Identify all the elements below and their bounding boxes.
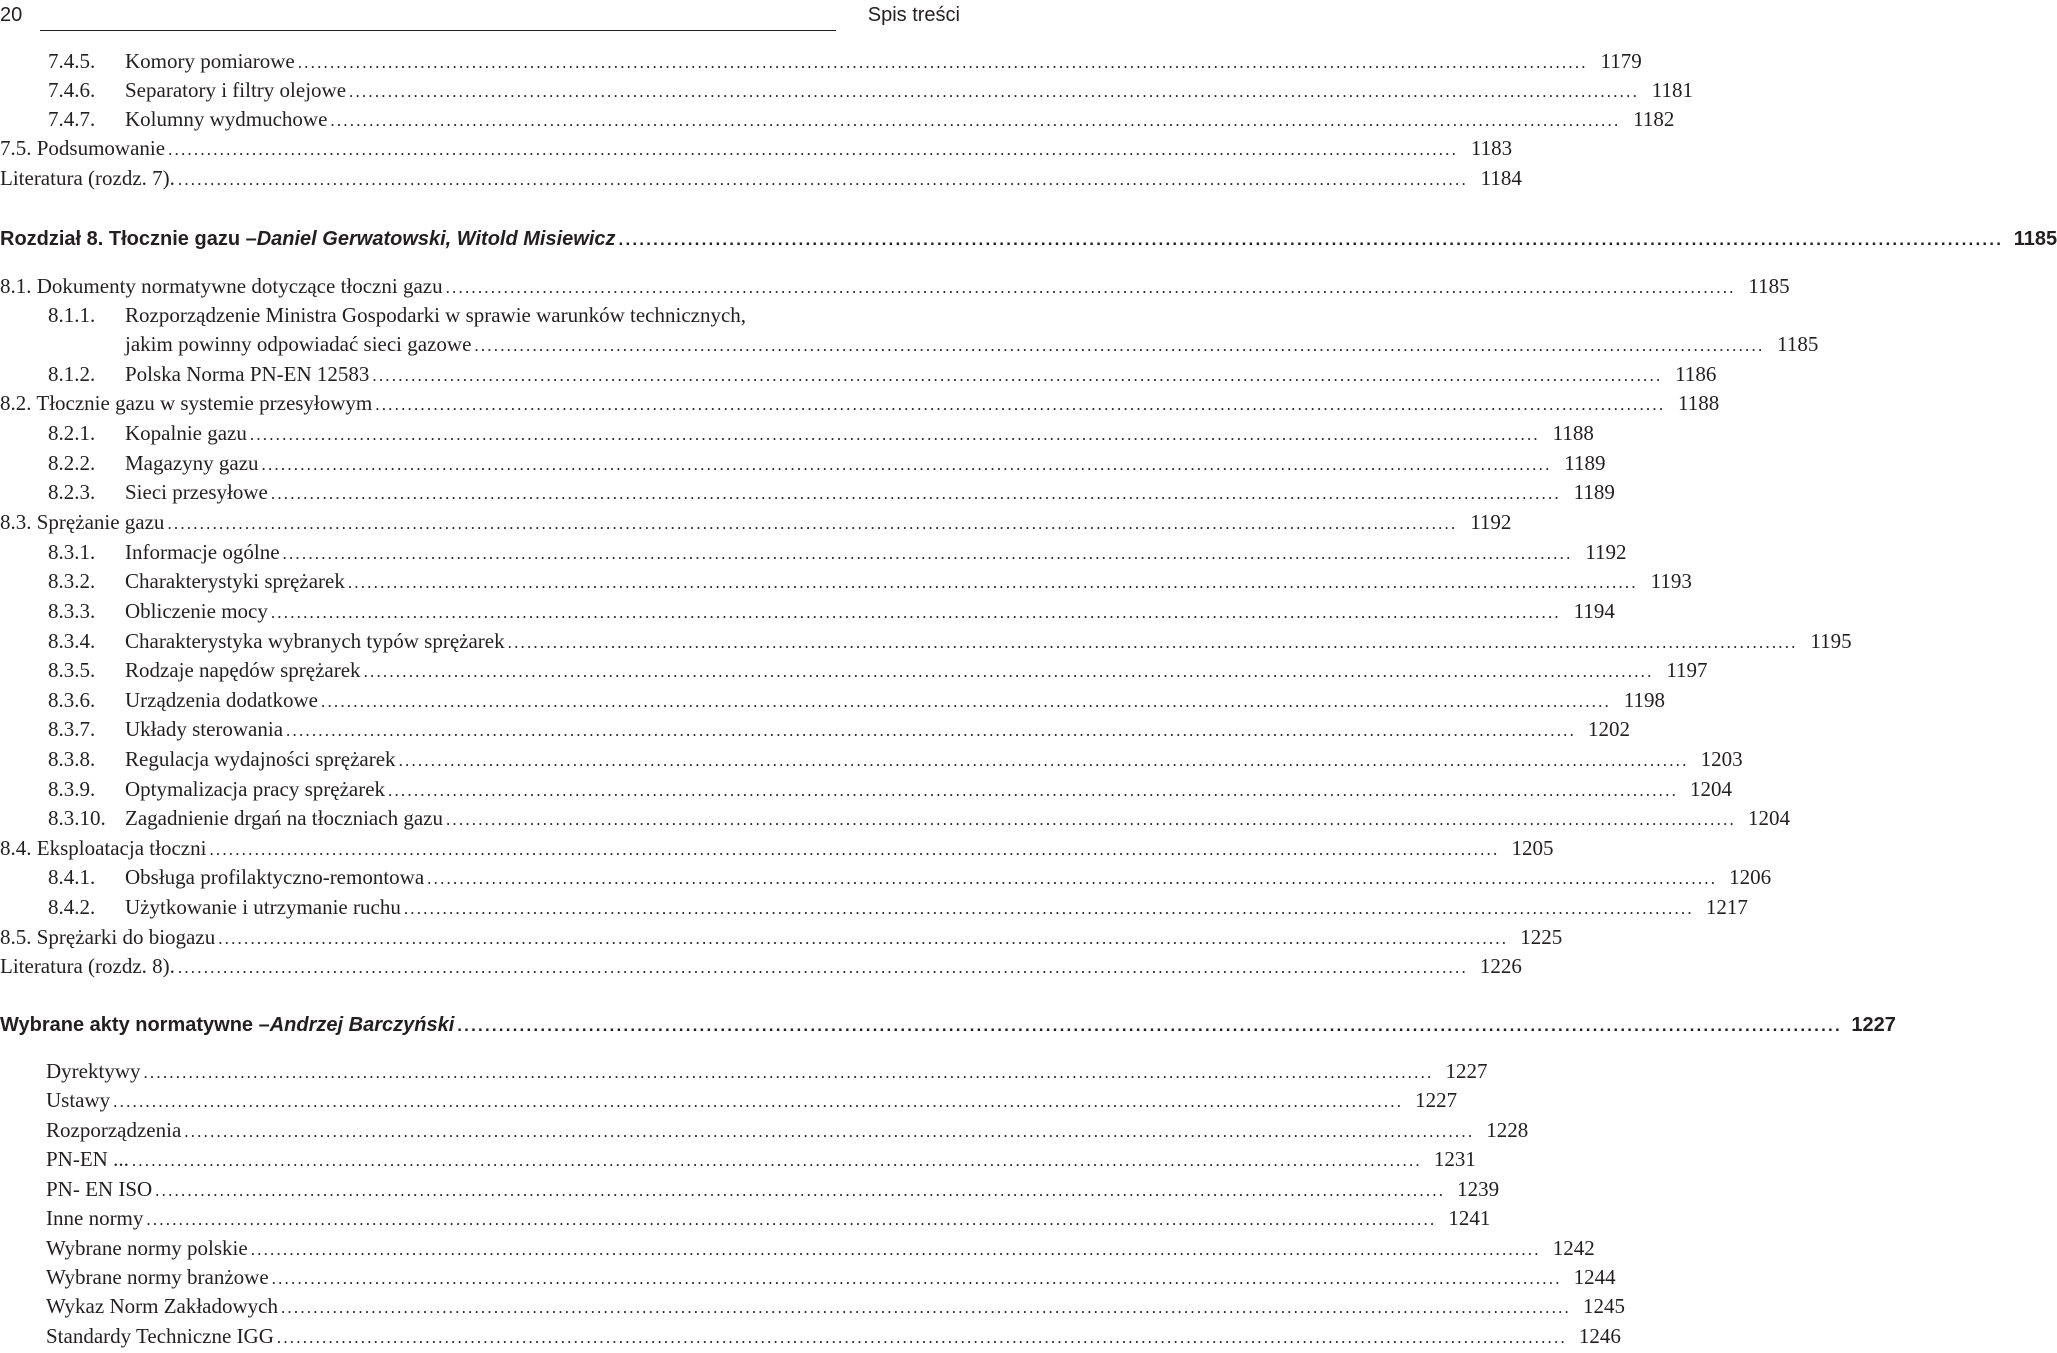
dot-leader: ........................................................................................................................................................................................................: [271, 1269, 1562, 1288]
toc-entry-page: 1185: [1777, 332, 1819, 356]
dot-leader: ........................................................................................................................................................................................................: [349, 82, 1640, 101]
dot-leader: ........................................................................................................................................................................................................: [347, 573, 1638, 592]
toc-entry: [0, 685, 1665, 715]
header-title: Spis treści: [867, 4, 960, 26]
toc-entry: [0, 271, 1790, 301]
toc-entry: [0, 1174, 1500, 1204]
dot-leader: ........................................................................................................................................................................................................: [474, 336, 1765, 355]
dot-leader: ........................................................................................................................................................................................................: [297, 53, 1588, 72]
toc-entry-title: Wykaz Norm Zakładowych: [46, 1294, 278, 1318]
dot-leader: ........................................................................................................................................................................................................: [398, 751, 1689, 770]
toc-entry: [0, 655, 1708, 685]
toc-entry-page: 1203: [1700, 747, 1743, 771]
toc-entry: [0, 1291, 1625, 1321]
toc-entry-title: Rozporządzenia: [46, 1118, 182, 1142]
toc-entry-number: 7.4.7.: [48, 107, 96, 131]
toc-entry: [0, 75, 1694, 105]
dot-leader: ........................................................................................................................................................................................................: [177, 958, 1468, 977]
toc-entry-page: 1217: [1705, 895, 1748, 919]
toc-entry-number: 8.2.3.: [48, 480, 96, 504]
dot-leader: ........................................................................................................................................................................................................: [155, 1181, 1446, 1200]
toc-entry-page: 1227: [1851, 1014, 1896, 1036]
dot-leader: ........................................................................................................................................................................................................: [388, 781, 1679, 800]
toc-entry: [0, 833, 1554, 863]
toc-entry-title: Kopalnie gazu: [125, 421, 247, 445]
dot-leader: ........................................................................................................................................................................................................: [427, 869, 1718, 888]
toc-entry-title: PN-EN ...: [46, 1147, 129, 1171]
toc-entry: [0, 1233, 1595, 1263]
toc-entry-author: Andrzej Barczyński: [269, 1014, 455, 1036]
toc-entry-page: 1245: [1582, 1294, 1625, 1318]
toc-entry-title: Urządzenia dodatkowe: [125, 688, 318, 712]
toc-entry-page: 1184: [1480, 166, 1522, 190]
dot-leader: ........................................................................................................................................................................................................: [372, 366, 1663, 385]
dot-leader: ........................................................................................................................................................................................................: [321, 692, 1611, 711]
toc-entry-page: 1198: [1623, 688, 1665, 712]
toc-entry-title: Charakterystyki sprężarek: [125, 569, 345, 593]
toc-entry-page: 1239: [1457, 1177, 1500, 1201]
toc-entry: [0, 1115, 1529, 1145]
toc-entry-number: 8.3.8.: [48, 747, 96, 771]
toc-entry-title: Polska Norma PN-EN 12583: [125, 362, 370, 386]
dot-leader: ........................................................................................................................................................................................................: [167, 514, 1458, 533]
toc-entry-title: Wybrane normy polskie: [46, 1236, 248, 1260]
toc-entry: [0, 104, 1675, 134]
dot-leader: ........................................................................................................................................................................................................: [457, 1016, 1842, 1035]
toc-entry-page: 1189: [1564, 451, 1606, 475]
toc-entry-title: 8.5. Sprężarki do biogazu: [0, 925, 216, 949]
toc-entry-page: 1188: [1678, 391, 1720, 415]
toc-entry-page: 1193: [1650, 569, 1692, 593]
toc-entry-number: 8.3.9.: [48, 777, 96, 801]
toc-entry-page: 1189: [1573, 480, 1615, 504]
toc-entry-page: 1242: [1552, 1236, 1595, 1260]
toc-entry-title: 8.4. Eksploatacja tłoczni: [0, 836, 207, 860]
toc-entry-title: PN- EN ISO: [46, 1177, 153, 1201]
dot-leader: ........................................................................................................................................................................................................: [282, 544, 1573, 563]
toc-entry-title: Kolumny wydmuchowe: [125, 107, 328, 131]
toc-entry: [0, 388, 1720, 418]
toc-entry-title: 8.2. Tłocznie gazu w systemie przesyłowym: [0, 391, 373, 415]
toc-entry-number: 8.3.10.: [48, 806, 106, 830]
toc-entry: [0, 862, 1772, 892]
toc-entry: [0, 951, 1522, 981]
toc-entry-page: 1197: [1666, 658, 1708, 682]
toc-entry: [0, 566, 1692, 596]
dot-leader: ........................................................................................................................................................................................................: [270, 603, 1561, 622]
toc-entry-title: Literatura (rozdz. 8).: [0, 954, 175, 978]
dot-leader: ........................................................................................................................................................................................................: [270, 484, 1561, 503]
toc-entry-title: Inne normy: [46, 1206, 144, 1230]
toc-entry-title: Sieci przesyłowe: [125, 480, 268, 504]
toc-entry-page: 1241: [1448, 1206, 1491, 1230]
toc-entry-title: Literatura (rozdz. 7).: [0, 166, 175, 190]
toc-entry: [0, 626, 1852, 656]
toc-entry: [0, 418, 1594, 448]
toc-entry-title: Dyrektywy: [46, 1059, 141, 1083]
dot-leader: ........................................................................................................................................................................................................: [445, 810, 1736, 829]
toc-entry-number: 8.2.1.: [48, 421, 96, 445]
dot-leader: ........................................................................................................................................................................................................: [131, 1151, 1422, 1170]
dot-leader: ........................................................................................................................................................................................................: [330, 111, 1621, 130]
toc-entry-title: Układy sterowania: [125, 717, 284, 741]
dot-leader: ........................................................................................................................................................................................................: [249, 425, 1540, 444]
toc-entry: [0, 1321, 1621, 1351]
toc-entry-page: 1226: [1479, 954, 1522, 978]
toc-entry: [0, 714, 1631, 744]
dot-leader: ........................................................................................................................................................................................................: [143, 1063, 1434, 1082]
toc-entry: [0, 1262, 1616, 1292]
toc-entry: [0, 1085, 1458, 1115]
toc-entry-number: 7.4.5.: [48, 49, 96, 73]
toc-entry: [0, 133, 1513, 163]
dot-leader: ........................................................................................................................................................................................................: [445, 278, 1736, 297]
toc-entry-page: 1204: [1747, 806, 1790, 830]
toc-chapter-entry: [0, 1010, 1896, 1040]
toc-entry: [0, 507, 1512, 537]
dot-leader: ........................................................................................................................................................................................................: [286, 721, 1577, 740]
toc-entry-number: 8.3.1.: [48, 540, 96, 564]
toc-entry-page: 1227: [1445, 1059, 1488, 1083]
page-number: 20: [0, 4, 23, 26]
toc-entry-page: 1246: [1578, 1324, 1621, 1348]
toc-entry-title: Zagadnienie drgań na tłoczniach gazu: [125, 806, 443, 830]
toc-entry: [0, 359, 1717, 389]
toc-entry: [0, 803, 1790, 833]
toc-entry-page: 1188: [1552, 421, 1594, 445]
toc-entry-title: Rozporządzenie Ministra Gospodarki w sprawie warunków technicznych,: [125, 303, 747, 327]
toc-entry-author: Daniel Gerwatowski, Witold Misiewicz: [256, 228, 616, 250]
toc-entry: [0, 1144, 1476, 1174]
toc-entry: [0, 300, 960, 330]
toc-entry-page: 1225: [1520, 925, 1563, 949]
toc-entry-title: Informacje ogólne: [125, 540, 280, 564]
toc-entry-number: 8.3.4.: [48, 629, 96, 653]
dot-leader: ........................................................................................................................................................................................................: [280, 1298, 1571, 1317]
toc-entry-number: 8.3.7.: [48, 717, 96, 741]
toc-entry-page: 1206: [1729, 865, 1772, 889]
toc-entry: [0, 744, 1743, 774]
dot-leader: ........................................................................................................................................................................................................: [113, 1092, 1404, 1111]
toc-entry-title: Optymalizacja pracy sprężarek: [125, 777, 386, 801]
toc-entry-title: Standardy Techniczne IGG: [46, 1324, 274, 1348]
toc-entry-number: 8.3.6.: [48, 688, 96, 712]
toc-entry: [0, 163, 1522, 193]
toc-entry: [0, 448, 1606, 478]
toc-entry-number: 8.1.1.: [48, 303, 96, 327]
toc-entry-number: 8.3.2.: [48, 569, 96, 593]
toc-entry: [0, 1056, 1488, 1086]
dot-leader: ........................................................................................................................................................................................................: [168, 140, 1459, 159]
toc-entry-title: Komory pomiarowe: [125, 49, 295, 73]
dot-leader: ........................................................................................................................................................................................................: [177, 170, 1468, 189]
toc-entry-page: 1228: [1486, 1118, 1529, 1142]
dot-leader: ........................................................................................................................................................................................................: [507, 633, 1798, 652]
toc-entry-number: 8.4.1.: [48, 865, 96, 889]
dot-leader: ........................................................................................................................................................................................................: [146, 1210, 1437, 1229]
dot-leader: ........................................................................................................................................................................................................: [184, 1122, 1475, 1141]
toc-entry-title: jakim powinny odpowiadać sieci gazowe: [125, 332, 472, 356]
toc-entry-page: 1244: [1573, 1265, 1616, 1289]
toc-entry-title: Charakterystyka wybranych typów sprężarek: [125, 629, 505, 653]
toc-entry-number: 8.3.5.: [48, 658, 96, 682]
toc-entry-title: Obliczenie mocy: [125, 599, 268, 623]
toc-entry-title: Rozdział 8. Tłocznie gazu –: [0, 228, 257, 250]
toc-entry-page: 1204: [1690, 777, 1733, 801]
toc-entry-title: Ustawy: [46, 1088, 111, 1112]
toc-entry: [0, 329, 1819, 359]
dot-leader: ........................................................................................................................................................................................................: [261, 455, 1552, 474]
toc-entry-page: 1192: [1585, 540, 1627, 564]
dot-leader: ........................................................................................................................................................................................................: [218, 929, 1509, 948]
toc-entry-title: 8.3. Sprężanie gazu: [0, 510, 165, 534]
toc-entry: [0, 922, 1563, 952]
toc-entry-number: 7.4.6.: [48, 78, 96, 102]
toc-entry: [0, 774, 1733, 804]
toc-entry-title: Wybrane akty normatywne –: [0, 1014, 270, 1036]
toc-entry-title: Użytkowanie i utrzymanie ruchu: [125, 895, 401, 919]
toc-entry-number: 8.4.2.: [48, 895, 96, 919]
toc-entry-title: Magazyny gazu: [125, 451, 259, 475]
dot-leader: ........................................................................................................................................................................................................: [250, 1240, 1541, 1259]
toc-entry-number: 8.3.3.: [48, 599, 96, 623]
dot-leader: ........................................................................................................................................................................................................: [363, 662, 1654, 681]
toc-entry-page: 1194: [1573, 599, 1615, 623]
toc-entry-page: 1231: [1433, 1147, 1476, 1171]
dot-leader: ........................................................................................................................................................................................................: [403, 899, 1694, 918]
toc-entry: [0, 892, 1748, 922]
toc-entry-page: 1202: [1588, 717, 1631, 741]
toc-entry-number: 8.2.2.: [48, 451, 96, 475]
toc-entry-page: 1186: [1675, 362, 1717, 386]
toc-entry-page: 1185: [1748, 274, 1790, 298]
dot-leader: ........................................................................................................................................................................................................: [375, 395, 1666, 414]
toc-entry-page: 1227: [1415, 1088, 1458, 1112]
toc-entry-title: Rodzaje napędów sprężarek: [125, 658, 361, 682]
toc-chapter-entry: [0, 224, 2057, 254]
toc-entry-page: 1192: [1470, 510, 1512, 534]
toc-entry: [0, 477, 1615, 507]
toc-entry-number: 8.1.2.: [48, 362, 96, 386]
toc-entry-page: 1195: [1810, 629, 1852, 653]
toc-entry: [0, 596, 1615, 626]
toc-entry-title: Regulacja wydajności sprężarek: [125, 747, 396, 771]
toc-entry-title: 7.5. Podsumowanie: [0, 136, 166, 160]
dot-leader: ........................................................................................................................................................................................................: [276, 1328, 1567, 1347]
toc-entry-title: Wybrane normy branżowe: [46, 1265, 269, 1289]
toc-entry: [0, 537, 1627, 567]
toc-entry-page: 1185: [2013, 228, 2057, 250]
dot-leader: ........................................................................................................................................................................................................: [209, 840, 1500, 859]
toc-entry-page: 1179: [1600, 49, 1642, 73]
toc-entry: [0, 46, 1642, 76]
toc-entry-title: 8.1. Dokumenty normatywne dotyczące tłoczni gazu: [0, 274, 443, 298]
toc-entry-title: Obsługa profilaktyczno-remontowa: [125, 865, 425, 889]
toc-entry-page: 1181: [1651, 78, 1694, 102]
toc-entry: [0, 1203, 1491, 1233]
toc-entry-page: 1205: [1511, 836, 1554, 860]
toc-entry-title: Separatory i filtry olejowe: [125, 78, 347, 102]
toc-entry-page: 1182: [1633, 107, 1675, 131]
dot-leader: ........................................................................................................................................................................................................: [618, 230, 2004, 249]
toc-entry-page: 1183: [1470, 136, 1513, 160]
